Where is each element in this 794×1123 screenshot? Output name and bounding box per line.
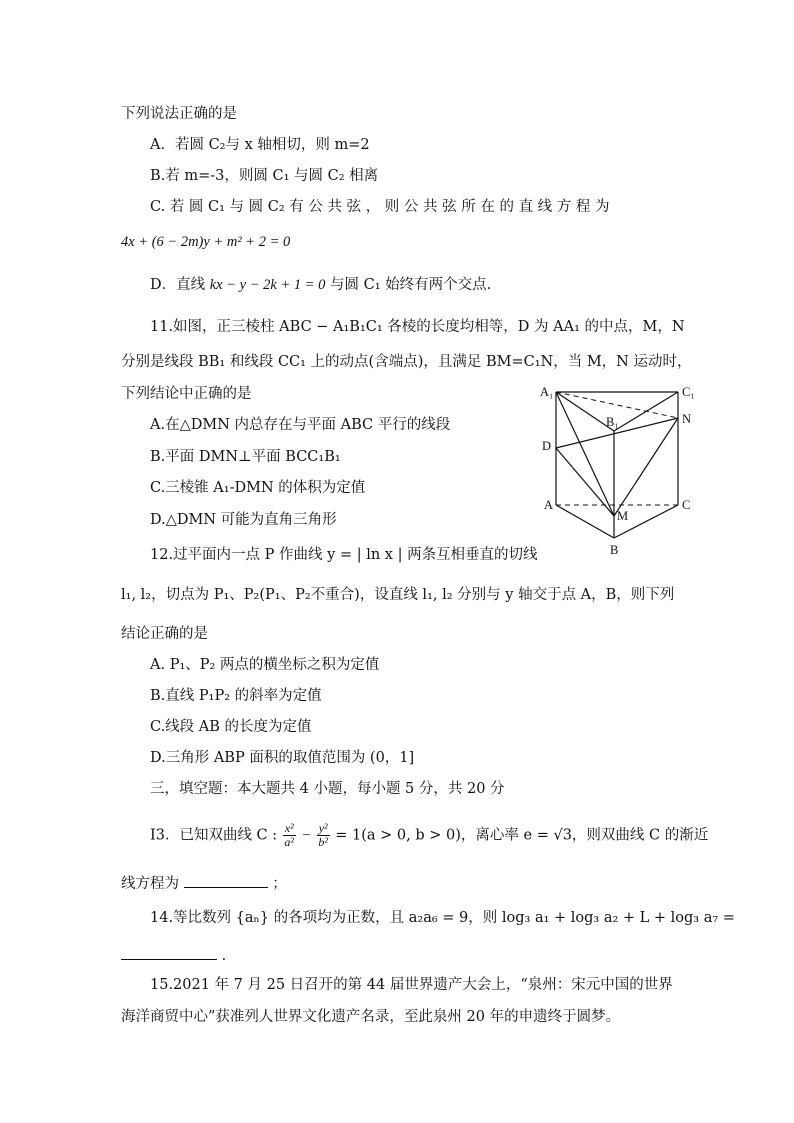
question-13-prefix: I3．已知双曲线 C : bbox=[150, 827, 278, 844]
segment-a1-m bbox=[556, 392, 614, 516]
label-m: M bbox=[617, 509, 629, 523]
option-c-11: C.三棱锥 A₁-DMN 的体积为定值 bbox=[150, 480, 366, 496]
option-d-12: D.三角形 ABP 面积的取值范围为 (0，1] bbox=[150, 750, 415, 766]
option-d-11: D.△DMN 可能为直角三角形 bbox=[150, 512, 337, 528]
fraction-x: $\frac{\text{x²}}{\text{a²}}$ bbox=[284, 821, 295, 849]
question-13-suffix: = 1(a > 0, b > 0)，离心率 e = √3，则双曲线 C 的渐近 bbox=[335, 827, 709, 844]
label-b: B bbox=[610, 543, 619, 557]
option-c-12: C.线段 AB 的长度为定值 bbox=[150, 719, 312, 735]
question-14-cont bbox=[121, 945, 226, 966]
question-13-end: ； bbox=[272, 876, 287, 892]
question-11-prompt: 下列结论中正确的是 bbox=[121, 386, 252, 402]
question-12-prompt: 结论正确的是 bbox=[121, 626, 208, 642]
label-c: C bbox=[682, 498, 691, 512]
option-b-12: B.直线 P₁P₂ 的斜率为定值 bbox=[150, 688, 322, 704]
label-c1: C₁ bbox=[682, 385, 695, 399]
option-b-10: B.若 m=-3，则圆 C₁ 与圆 C₂ 相离 bbox=[150, 168, 379, 184]
option-d-10 bbox=[150, 275, 491, 295]
option-a-10: A．若圆 C₂与 x 轴相切，则 m=2 bbox=[150, 137, 370, 153]
edge-a-b bbox=[556, 505, 614, 538]
question-15-cont: 海洋商贸中心”获准列人世界文化遗产名录，至此泉州 20 年的申遗终于圆梦。 bbox=[121, 1009, 621, 1025]
equation-line: 4x + (6 − 2m)y + m² + 2 = 0 bbox=[121, 234, 291, 250]
line-equation: kx − y − 2k + 1 = 0 bbox=[209, 277, 326, 293]
section-heading: 三，填空题：本大题共 4 小题，每小题 5 分，共 20 分 bbox=[150, 781, 505, 797]
answer-blank-14 bbox=[121, 945, 217, 960]
question-12-cont: l₁, l₂，切点为 P₁、P₂(P₁、P₂不重合)，设直线 l₁, l₂ 分别与 y 轴交于点 A，B，则下列 bbox=[121, 587, 675, 603]
label-b1: B₁ bbox=[606, 415, 619, 429]
question-11: 11.如图，正三棱柱 ABC − A₁B₁C₁ 各棱的长度均相等，D 为 AA₁ 的中点，M，N bbox=[150, 319, 685, 335]
intro-text: 下列说法正确的是 bbox=[121, 106, 237, 122]
answer-blank-13 bbox=[184, 873, 268, 888]
question-13-label: 线方程为 bbox=[121, 876, 179, 892]
label-d: D bbox=[542, 439, 552, 453]
question-14-end: . bbox=[221, 948, 227, 964]
question-14: 14.等比数列 {aₙ} 的各项均为正数，且 a₂a₆ = 9，则 log₃ a₁ + log₃ a₂ + L + log₃ a₇ = bbox=[150, 910, 735, 926]
label-a1: A₁ bbox=[540, 385, 554, 399]
label-a: A bbox=[544, 498, 554, 512]
option-c-10: C. 若 圆 C₁ 与 圆 C₂ 有 公 共 弦 ， 则 公 共 弦 所 在 的 直 线 方 程 为 bbox=[150, 199, 610, 215]
segment-m-n bbox=[614, 418, 678, 516]
fraction-y: $\frac{\text{y²}}{\text{b²}}$ bbox=[318, 821, 328, 849]
option-a-11: A.在△DMN 内总存在与平面 ABC 平行的线段 bbox=[150, 417, 451, 433]
question-15: 15.2021 年 7 月 25 日召开的第 44 届世界遗产大会上，“泉州：宋元中国的世界 bbox=[150, 977, 673, 993]
option-a-12: A. P₁、P₂ 两点的横坐标之积为定值 bbox=[150, 657, 380, 673]
question-13: I3．已知双曲线 C : $\frac{\text{x²}}{\text{a²}}$ − $\frac{\text{y²}}{\text{b²}}$ = 1(a > 0, b > 0)，离心率 e = √3，则双曲线 C 的渐近 bbox=[150, 821, 709, 849]
option-d-prefix: D．直线 bbox=[150, 277, 206, 293]
option-b-11: B.平面 DMN⊥平面 BCC₁B₁ bbox=[150, 449, 341, 465]
question-11-cont: 分别是线段 BB₁ 和线段 CC₁ 上的动点(含端点)，且满足 BM=C₁N，当 M，N 运动时， bbox=[121, 354, 692, 370]
label-n: N bbox=[682, 412, 692, 426]
segment-d-m bbox=[556, 448, 614, 516]
question-13-cont bbox=[121, 873, 287, 894]
question-12: 12.过平面内一点 P 作曲线 y = | ln x | 两条互相垂直的切线 bbox=[150, 547, 538, 563]
option-d-suffix: 与圆 C₁ 始终有两个交点. bbox=[330, 277, 492, 293]
prism-figure bbox=[536, 378, 696, 558]
